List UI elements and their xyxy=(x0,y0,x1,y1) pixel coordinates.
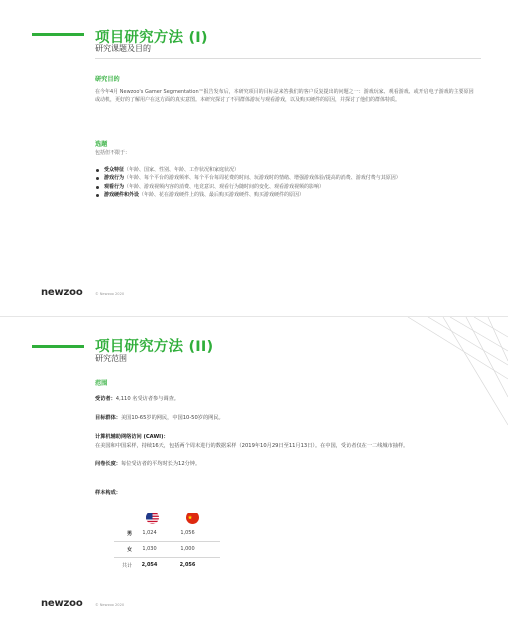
page-title: 项目研究方法 (I) xyxy=(95,30,208,46)
survey-length-line: 问卷长度：每位受访者的平均时长为12分钟。 xyxy=(95,461,201,467)
newzoo-logo: newzoo xyxy=(41,598,83,609)
cn-value: 1,056 xyxy=(180,530,195,536)
cn-total: 2,056 xyxy=(179,562,196,568)
copyright-text: © Newzoo 2020 xyxy=(95,292,125,296)
us-value: 1,030 xyxy=(142,546,157,552)
row-label: 男 xyxy=(126,531,132,537)
table-total-row xyxy=(116,562,214,574)
section-label-scope: 范围 xyxy=(95,380,108,387)
topics-intro: 包括但不限于： xyxy=(95,150,131,156)
cawi-label: 计算机辅助网络访问 (CAWI)： xyxy=(95,434,169,440)
target-group-line: 目标群体：美国10-65岁的网民，中国10-50岁的网民。 xyxy=(95,415,224,421)
accent-bar xyxy=(32,33,84,36)
us-total: 2,054 xyxy=(141,562,158,568)
list-item: 游戏硬件和外设（年龄、花在游戏硬件上的钱、最后购买游戏硬件、购买游戏硬件的原因） xyxy=(95,191,479,199)
table-divider xyxy=(114,557,220,558)
newzoo-logo: newzoo xyxy=(41,287,83,298)
us-value: 1,024 xyxy=(142,530,157,536)
respondents-line: 受访者：4,110 名受访者参与调查。 xyxy=(95,396,179,402)
total-label: 共计 xyxy=(121,563,132,569)
title-divider xyxy=(95,58,481,59)
table-divider xyxy=(114,541,220,542)
row-label: 女 xyxy=(126,547,132,553)
list-item: 观看行为（年龄、游戏视频内容的消费、电竞意识、观看行为随时间的变化、观看游戏视频的影响） xyxy=(95,183,479,191)
slide-research-methodology-1 xyxy=(0,0,508,316)
us-flag-icon xyxy=(146,511,159,524)
page-subtitle: 研究课题及目的 xyxy=(95,44,151,53)
list-item: 游戏行为（年龄、每个平台的游戏频率、每个平台每周花费的时间、玩游戏时的情绪、增强游戏体验/提高的消费、游戏付费与其原因） xyxy=(95,174,479,182)
section-label-purpose: 研究目的 xyxy=(95,76,120,83)
slide-research-methodology-2 xyxy=(0,317,508,633)
section-label-topics: 选题 xyxy=(95,141,108,148)
topics-list xyxy=(95,166,479,200)
copyright-text: © Newzoo 2020 xyxy=(95,603,125,607)
purpose-paragraph: 在今年4月 Newzoo's Gamer Segmentation™报告发布后，本研究项目的目标是来答我们的客户反复提出的问题之一：游戏玩家、观看游戏、或开启电子游戏的主要原因或动机，更好的了解用户在这方面的真实意图。本研究探讨了不同群体游玩与观看游戏，以及购买硬件的原因，并探讨了他们的群体特质。 xyxy=(95,89,474,104)
decorative-lines-graphic xyxy=(388,317,508,427)
page-title: 项目研究方法 (II) xyxy=(95,339,214,355)
list-item: 受众特征（年龄、国家、性别、年龄、工作状况和家庭状况） xyxy=(95,166,479,174)
page-subtitle: 研究范围 xyxy=(95,354,127,363)
cn-value: 1,000 xyxy=(180,546,195,552)
cawi-description: 在美国和中国采样，持续16天，包括两个周末进行的数据采样（2019年10月29日至11月13日）。在中国，受访者仅在一二线城市抽样。 xyxy=(95,443,409,449)
cn-flag-icon xyxy=(186,511,199,524)
accent-bar xyxy=(32,345,84,348)
sample-label: 样本构成： xyxy=(95,490,121,496)
